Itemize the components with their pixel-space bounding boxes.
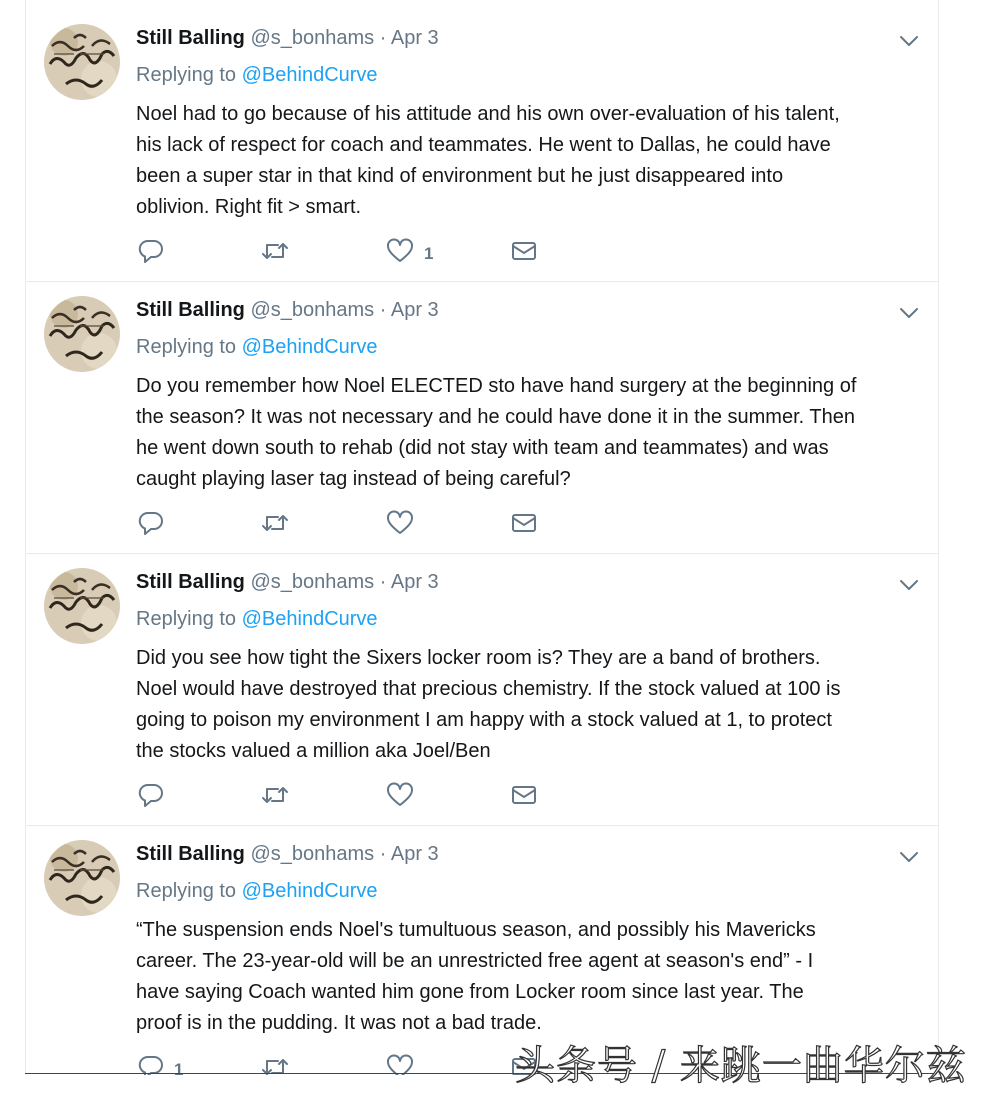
- envelope-icon: [510, 238, 538, 269]
- replying-to-line: [136, 880, 378, 903]
- user-handle[interactable]: @s_bonhams: [250, 299, 375, 321]
- separator-dot: ·: [379, 571, 387, 593]
- display-name[interactable]: Still Balling: [136, 27, 245, 49]
- replying-to-line: [136, 608, 378, 631]
- retweet-icon: [260, 1054, 290, 1075]
- envelope-icon: [510, 782, 538, 813]
- like-button[interactable]: [386, 510, 424, 541]
- tweet-header: [136, 299, 439, 322]
- retweet-icon: [260, 238, 290, 269]
- retweet-icon: [260, 782, 290, 813]
- tweet-text: Did you see how tight the Sixers locker room is? They are a band of brothers. Noel would have destroyed that precious chemistry. If the stock valued at 100 is going to poison my environment I am happy with a stock valued at 1, to protect the stocks valued a million aka Joel/Ben: [136, 647, 841, 762]
- tweet-text: Do you remember how Noel ELECTED sto have hand surgery at the beginning of the season? It was not necessary and he could have done it in the summer. Then he went down south to rehab (did not stay with team and teammates) and was caught playing laser tag instead of being careful?: [136, 375, 857, 490]
- reply-icon: [138, 510, 164, 541]
- tweet-actions: [136, 238, 636, 266]
- heart-icon: [386, 1054, 414, 1075]
- avatar[interactable]: [44, 24, 120, 100]
- heart-icon: [386, 782, 414, 813]
- user-handle[interactable]: @s_bonhams: [250, 843, 375, 865]
- like-button[interactable]: [386, 238, 433, 269]
- user-handle[interactable]: @s_bonhams: [250, 27, 375, 49]
- chevron-down-icon[interactable]: [898, 574, 920, 596]
- chevron-down-icon[interactable]: [898, 846, 920, 868]
- tweet-feed: [25, 0, 939, 1075]
- reply-count: 1: [174, 1059, 184, 1075]
- replying-to-line: [136, 336, 378, 359]
- reply-icon: [138, 1054, 164, 1075]
- tweet-actions: [136, 510, 636, 538]
- replying-to-label: Replying to: [136, 608, 237, 630]
- avatar[interactable]: [44, 296, 120, 372]
- tweet[interactable]: [26, 554, 938, 826]
- reply-icon: [138, 782, 164, 813]
- timestamp[interactable]: Apr 3: [390, 843, 439, 865]
- separator-dot: ·: [379, 843, 387, 865]
- replying-to-label: Replying to: [136, 880, 237, 902]
- tweet-text: “The suspension ends Noel's tumultuous season, and possibly his Mavericks career. The 23-year-old will be an unrestricted free agent at season's end” - I have saying Coach wanted him gone from Locker room since last year. The proof is in the pudding. It was not a bad trade.: [136, 919, 816, 1034]
- replying-to-line: [136, 64, 378, 87]
- envelope-icon: [510, 510, 538, 541]
- user-handle[interactable]: @s_bonhams: [250, 571, 375, 593]
- mention-link[interactable]: @BehindCurve: [241, 336, 378, 358]
- reply-button[interactable]: [138, 782, 174, 813]
- like-button[interactable]: [386, 1054, 424, 1075]
- tweet-actions: [136, 782, 636, 810]
- display-name[interactable]: Still Balling: [136, 571, 245, 593]
- tweet-text: Noel had to go because of his attitude and his own over-evaluation of his talent, his lack of respect for coach and teammates. He went to Dallas, he could have been a super star in that kind of environment but he just disappeared into oblivion. Right fit > smart.: [136, 103, 840, 218]
- watermark: 头条号 / 来跳一曲华尔兹: [515, 1043, 967, 1089]
- mention-link[interactable]: @BehindCurve: [241, 64, 378, 86]
- heart-icon: [386, 238, 414, 269]
- timestamp[interactable]: Apr 3: [390, 571, 439, 593]
- retweet-icon: [260, 510, 290, 541]
- replying-to-label: Replying to: [136, 64, 237, 86]
- chevron-down-icon[interactable]: [898, 30, 920, 52]
- retweet-button[interactable]: [260, 782, 300, 813]
- avatar[interactable]: [44, 568, 120, 644]
- retweet-button[interactable]: [260, 238, 300, 269]
- chevron-down-icon[interactable]: [898, 302, 920, 324]
- dm-button[interactable]: [510, 782, 538, 813]
- like-count: 1: [424, 243, 434, 263]
- heart-icon: [386, 510, 414, 541]
- timestamp[interactable]: Apr 3: [390, 27, 439, 49]
- like-button[interactable]: [386, 782, 424, 813]
- display-name[interactable]: Still Balling: [136, 299, 245, 321]
- tweet-header: [136, 571, 439, 594]
- tweet-header: [136, 843, 439, 866]
- separator-dot: ·: [379, 27, 387, 49]
- reply-button[interactable]: [138, 1054, 183, 1075]
- mention-link[interactable]: @BehindCurve: [241, 608, 378, 630]
- tweet[interactable]: [26, 282, 938, 554]
- avatar[interactable]: [44, 840, 120, 916]
- tweet[interactable]: [26, 10, 938, 282]
- mention-link[interactable]: @BehindCurve: [241, 880, 378, 902]
- retweet-button[interactable]: [260, 1054, 300, 1075]
- retweet-button[interactable]: [260, 510, 300, 541]
- reply-icon: [138, 238, 164, 269]
- separator-dot: ·: [379, 299, 387, 321]
- timestamp[interactable]: Apr 3: [390, 299, 439, 321]
- reply-button[interactable]: [138, 238, 174, 269]
- tweet-header: [136, 27, 439, 50]
- replying-to-label: Replying to: [136, 336, 237, 358]
- reply-button[interactable]: [138, 510, 174, 541]
- display-name[interactable]: Still Balling: [136, 843, 245, 865]
- dm-button[interactable]: [510, 510, 538, 541]
- dm-button[interactable]: [510, 238, 538, 269]
